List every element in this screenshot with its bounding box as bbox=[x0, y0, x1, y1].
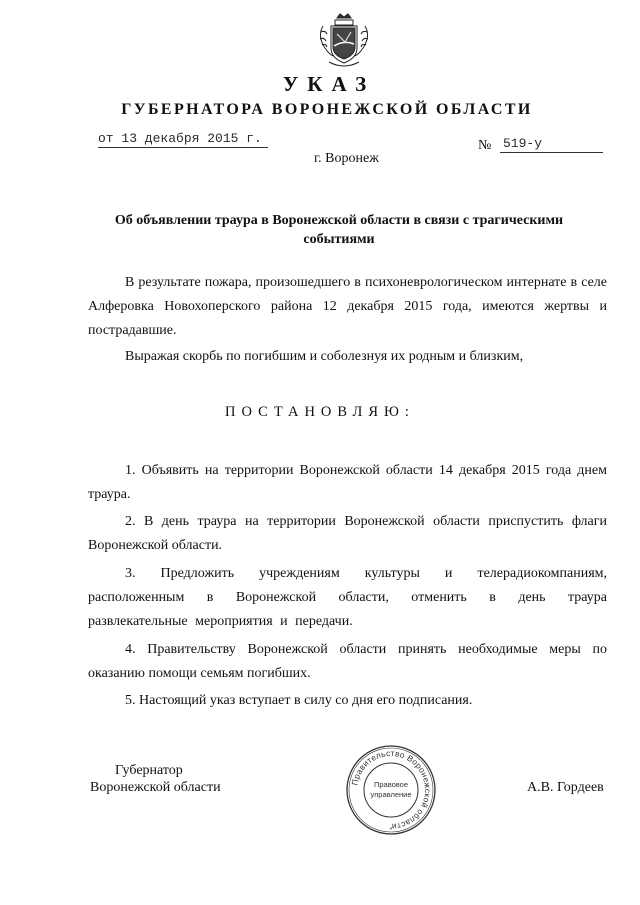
decree-item-1: 1. Объявить на территории Воронежской области 14 декабря 2015 года днем траура. bbox=[88, 463, 607, 502]
decree-item-3: 3. Предложить учреждениям культуры и телерадиокомпаниям, расположенным в Воронежской области, отменить в день траура развлекательные мероприятия и передачи. bbox=[88, 566, 607, 629]
document-subtitle: ГУБЕРНАТОРА ВОРОНЕЖСКОЙ ОБЛАСТИ bbox=[121, 101, 533, 118]
signatory-title-line-1: Губернатор bbox=[115, 763, 183, 778]
decree-heading: ПОСТАНОВЛЯЮ: bbox=[225, 404, 415, 420]
signatory-name: А.В. Гордеев bbox=[527, 780, 604, 795]
seal-center-line-2: управление bbox=[370, 790, 412, 799]
date-underline bbox=[98, 147, 268, 148]
decree-item-4: 4. Правительству Воронежской области принять необходимые меры по оказанию помощи семьям погибших. bbox=[88, 642, 607, 681]
preamble-paragraph-1: В результате пожара, произошедшего в психоневрологическом интернате в селе Алферовка Новохоперского района 12 декабря 2015 года, имеются жертвы и пострадавшие. bbox=[88, 275, 607, 338]
document-date: от 13 декабря 2015 г. bbox=[98, 131, 262, 146]
document-city: г. Воронеж bbox=[314, 151, 379, 166]
number-underline bbox=[500, 152, 603, 153]
document-number: 519-у bbox=[503, 136, 543, 151]
document-title: УКАЗ bbox=[282, 72, 376, 96]
decree-item-2: 2. В день траура на территории Воронежской области приспустить флаги Воронежской области. bbox=[88, 514, 607, 553]
coat-of-arms-icon bbox=[313, 12, 375, 70]
seal-ring-text: Правительство Воронежской области bbox=[349, 747, 434, 833]
signatory-title-line-2: Воронежской области bbox=[90, 780, 221, 795]
seal-center-line-1: Правовое bbox=[373, 780, 409, 789]
preamble-paragraph-2: Выражая скорбь по погибшим и соболезнуя их родным и близким, bbox=[125, 349, 524, 364]
number-sign: № bbox=[478, 138, 492, 153]
seal-stamp bbox=[345, 744, 437, 836]
decree-item-5: 5. Настоящий указ вступает в силу со дня его подписания. bbox=[125, 693, 473, 708]
seal-star: * bbox=[389, 827, 393, 834]
document-subject: Об объявлении траура в Воронежской области в связи с трагическими событиями bbox=[114, 213, 564, 247]
